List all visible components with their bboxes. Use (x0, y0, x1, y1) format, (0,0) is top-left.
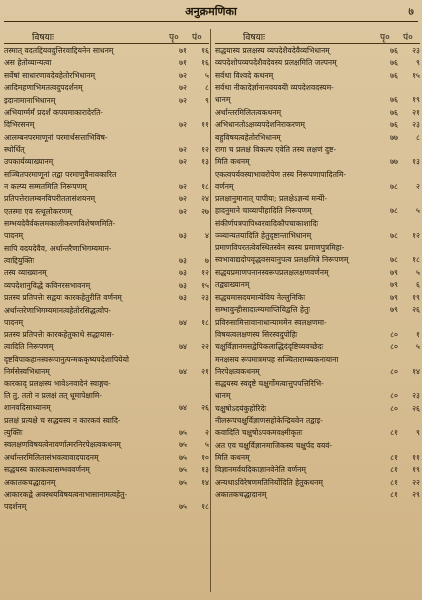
entry-page-number: ७६ (390, 58, 398, 67)
index-entry (4, 132, 209, 156)
entry-page-number: ८१ (390, 465, 398, 474)
entry-line-number: १ (416, 329, 420, 339)
page-heading: पृ० (380, 33, 390, 43)
index-entry (4, 378, 209, 414)
entry-page-number: ७९ (390, 280, 398, 289)
index-entry (4, 354, 209, 378)
entry-page-number: ७२ (179, 120, 187, 129)
index-entry (4, 477, 209, 489)
entry-page-number: ८१ (390, 490, 398, 499)
entry-text: सद्धयप्रमाणपनानस्वरूपप्रलक्षलक्षणवर्णनम् (215, 267, 329, 277)
index-entry (215, 45, 420, 57)
left-entry-list (4, 45, 209, 514)
entry-page-number: ७९ (390, 305, 398, 314)
entry-page-number: ७१ (179, 45, 187, 55)
index-entry (215, 489, 420, 501)
index-entry (4, 415, 209, 439)
entry-line-number: ९ (416, 58, 420, 67)
index-entry (4, 70, 209, 82)
entry-page-number: ७२ (179, 206, 187, 216)
entry-page-number: ७२ (179, 144, 187, 154)
index-entry (215, 477, 420, 489)
entry-line-number: १९ (412, 465, 420, 474)
entry-text: पदर्शनम् (4, 502, 27, 511)
index-entry (4, 292, 209, 304)
index-entry (215, 403, 420, 415)
entry-page-number: ७३ (179, 280, 187, 290)
entry-text: एतस्मा एव स्त्थूलोकरणम् (4, 206, 72, 216)
line-heading: पं० (403, 33, 413, 43)
entry-text: वर्णनम् (215, 181, 234, 191)
entry-page-number: ७२ (179, 83, 187, 92)
entry-text: व्यपदेशोपव्यपदेशैवदेवस्य प्रलक्षमिति जल्पनम् (215, 58, 337, 67)
page-heading: पृ० (169, 33, 179, 43)
entry-line-number: ८ (205, 83, 209, 92)
entry-line-number: २६ (201, 403, 209, 412)
entry-page-number: ७५ (179, 465, 187, 474)
entry-text: आदिमहणाभिमतत्वदुपदर्शनम् (4, 83, 83, 92)
right-column (215, 29, 420, 501)
entry-text: अभियार्ग्मर्मं प्रदर्शं कपयमाकारादेरति- (4, 108, 103, 117)
entry-text: नीलरूपचक्षुर्विज्ञाणसहोकेन्द्रियवेन तद्वाइ- (215, 416, 323, 425)
index-entry (215, 242, 420, 266)
entry-text: अर्थान्तरमिलितत्वकथनम् (215, 107, 282, 117)
index-entry (4, 439, 209, 451)
entry-text: प्रतिपत्तेरालम्बनविपरीततासंशयनम् (4, 194, 96, 203)
entry-page-number: ८० (390, 403, 398, 413)
entry-text: दिभिरसनम् (4, 120, 35, 129)
entry-page-number: ७९ (390, 292, 398, 302)
entry-line-number: ६ (416, 280, 420, 289)
entry-text: सञ्चितपरमाणूनां तद्वा परमाणुवैनावकारित (4, 169, 117, 179)
entry-line-number: १० (201, 452, 209, 462)
entry-page-number: ७६ (390, 120, 398, 129)
entry-text: अत एव चक्षुर्विज्ञानमाजिकस्य चक्षुर्पद वयवं- (215, 440, 333, 450)
entry-line-number: २१ (201, 366, 209, 376)
entry-text: सद्धयास्य प्रलक्षस्य व्यपदेशैवदेवैव्यभिधानम् (215, 45, 330, 55)
page-header (0, 4, 422, 20)
page-title: अनुक्रमणिका (185, 5, 237, 18)
entry-page-number: ७८ (390, 230, 398, 240)
entry-page-number: ७२ (179, 70, 187, 80)
entry-text: सापि वदयदेवैव, अर्थान्तरैणाभिगम्यमान- (4, 243, 112, 253)
entry-line-number: १३ (201, 465, 209, 474)
entry-page-number: ७८ (390, 255, 398, 264)
entry-page-number: ७१ (179, 58, 187, 67)
entry-text: आलम्बनपरमाणूनां परमार्थसत्ताभिविष- (4, 132, 108, 142)
index-entry (4, 243, 209, 267)
entry-line-number: २३ (201, 293, 209, 302)
subject-heading: विषयाः (32, 33, 54, 43)
entry-line-number: १३ (412, 157, 420, 166)
index-entry (215, 218, 420, 242)
entry-page-number: ८१ (390, 428, 398, 437)
entry-line-number: २ (205, 427, 209, 437)
entry-text: स्थोर्धित् (4, 144, 25, 154)
entry-page-number: ७३ (179, 293, 187, 302)
entry-line-number: १२ (201, 144, 209, 154)
index-entry (4, 156, 209, 168)
entry-text: ञ्ञ्यान्यतयादिति हेतुदृष्टान्ताभिधानम् (215, 230, 312, 240)
entry-text: हादनुमाने चाव्यापीहादिति निरूपणम् (215, 206, 312, 215)
entry-line-number: २४ (201, 194, 209, 203)
entry-text: प्रतस्य प्रतिपत्तेः सद्वयः कारकहेतुरीति वर्णनम् (4, 293, 122, 302)
entry-page-number: ७६ (390, 95, 398, 104)
entry-text: अकातकचद्धादानम् (215, 490, 267, 499)
entry-page-number: ८१ (390, 477, 398, 487)
entry-text: प्रतस्य प्रतिपत्तेः कारकहेतुकाथे सद्धायास- (4, 330, 114, 339)
entry-page-number: ८१ (390, 452, 398, 462)
entry-text: अर्थान्तरमिलितासंभवत्वावादपादनम् (4, 452, 99, 462)
entry-page-number: ८० (390, 342, 398, 351)
entry-text: निर्मसेस्वभिधानम् (4, 366, 50, 376)
entry-page-number: ७३ (179, 255, 187, 265)
entry-page-number: ७६ (390, 70, 398, 80)
entry-page-number: ७३ (179, 231, 187, 240)
index-entry (4, 57, 209, 69)
right-column-heading (215, 29, 420, 44)
entry-text: पादनम् (4, 317, 24, 327)
index-entry (4, 452, 209, 464)
entry-line-number: २१ (412, 107, 420, 117)
entry-line-number: १८ (201, 317, 209, 327)
entry-text: निरपेक्षत्वकथनम् (215, 366, 260, 376)
entry-page-number: ८० (390, 329, 398, 339)
index-entry (215, 107, 420, 119)
index-entry (4, 305, 209, 329)
entry-line-number: १८ (201, 502, 209, 511)
entry-line-number: २ (416, 181, 420, 191)
entry-line-number: १३ (201, 157, 209, 166)
entry-line-number: ४ (205, 231, 209, 240)
entry-line-number: १५ (201, 280, 209, 290)
index-entry (4, 267, 209, 279)
entry-text: स्वभावाद्यदोपवृद्धवसयानुपत्व प्रलक्षमित्रे निरूपणम् (215, 255, 349, 264)
entry-line-number: २७ (201, 206, 209, 216)
entry-line-number: २३ (412, 120, 420, 129)
entry-text: न कल्प्य सम्मतमिति निरूपणम् (4, 181, 87, 191)
entry-page-number: ७५ (179, 440, 187, 449)
entry-text: आकारकद्वे अवस्थयविषयत्वनाभासानामत्वहेतु- (4, 490, 128, 499)
index-entry (215, 193, 420, 217)
entry-page-number: ७६ (390, 107, 398, 117)
index-entry (215, 57, 420, 69)
entry-line-number: १२ (412, 230, 420, 240)
column-divider (210, 29, 211, 592)
index-entry (215, 132, 420, 144)
entry-text: सद्धयमासदयमान्येविय नेल्लुनिकिः (215, 292, 306, 302)
entry-text: अर्थान्तरेणाभिगम्यमानत्वहेतोरसिद्धत्वोप- (4, 305, 111, 315)
entry-page-number: ७२ (179, 157, 187, 166)
index-entry (215, 354, 420, 378)
entry-page-number: ७७ (390, 132, 398, 142)
entry-text: व्यपदेशानुविद्धे कविनरसभावनम् (4, 280, 91, 290)
entry-line-number: २६ (412, 403, 420, 413)
entry-line-number: १९ (412, 95, 420, 104)
index-entry (215, 119, 420, 131)
entry-text: पादनम् (4, 231, 24, 240)
entry-text: धानम् (215, 391, 231, 400)
entry-text: उपकार्यव्याख्यानम् (4, 157, 54, 166)
left-column (4, 29, 209, 513)
entry-text: सर्वेषां साधारणावदेवहेतोरभिधानम् (4, 70, 96, 80)
entry-text: सम्भावुन्हीसादात्म्यमाप्तियिद्वत्ति हेतुः (215, 305, 310, 314)
page-number: ७ (408, 5, 414, 18)
entry-text: प्रलक्षं प्रत्यक्षे च सद्धयस्य न कारकवं स्वादि- (4, 415, 121, 425)
entry-text: त्वादिति निरूपणम् (4, 342, 54, 351)
entry-line-number: २६ (412, 305, 420, 314)
entry-page-number: ७५ (179, 477, 187, 487)
entry-line-number: १५ (412, 70, 420, 80)
entry-text: प्रमाणविपरतत्वेवस्थितस्वेन स्वस्य प्रमाणपुत्रमिहा- (215, 243, 345, 252)
entry-text: विषयत्वलक्षणस्य सिरस्वदुपोहिः (215, 329, 298, 339)
index-entry (215, 341, 420, 353)
line-heading: पं० (192, 33, 202, 43)
index-entry (4, 82, 209, 94)
entry-page-number: ७२ (179, 194, 187, 203)
entry-page-number: ७४ (179, 342, 187, 351)
index-entry (215, 440, 420, 464)
entry-line-number: ५ (416, 206, 420, 215)
index-entry (4, 95, 209, 107)
entry-text: तस्य व्याख्यानम् (4, 268, 47, 277)
entry-text: एकत्वपर्यवस्याभावरोपेण तस्य निरूपणापादितमि- (215, 169, 346, 179)
entry-line-number: १६ (201, 45, 209, 55)
entry-text: स्वलक्षणविषयत्वेनावर्णात्मरनिरपेक्षत्वकथनम् (4, 440, 121, 449)
index-entry (4, 280, 209, 292)
right-entry-list (215, 45, 420, 502)
entry-page-number: ७९ (390, 267, 398, 277)
entry-text: सम्भयदेवैर्वकलमकालीकरणविशेषणमिति- (4, 219, 116, 228)
entry-page-number: ७४ (179, 403, 187, 412)
entry-text: सर्वथा विश्वदे कथनम् (215, 70, 274, 80)
entry-page-number: ७३ (179, 268, 187, 277)
index-entry (215, 317, 420, 341)
entry-text: प्रलक्षानुमानात् पापीयः; प्रलक्षेऽज्ञन्यं मन्येो- (215, 194, 328, 203)
entry-text: चक्षुर्विज्ञानमसद्वेपिकलाद्धिदंदृष्टिव्यवच्छेदः (215, 342, 324, 351)
entry-text: सर्वथा नीकादेर्ज्ञानानवयवयेो व्यपदेशवदस्यम- (215, 83, 334, 92)
entry-text: मनक्षसय रूपमात्रमपह सञ्चिताराम्ब्यकनायाना (215, 354, 339, 364)
entry-text: सद्धयस्य कारकत्वासम्भववर्णनम् (4, 465, 90, 474)
entry-line-number: १९ (412, 292, 420, 302)
entry-text: दृष्टविपाकहानस्वरूपानुत्पन्मककृष्यपदेशापियेयो (4, 354, 129, 364)
index-entry (4, 206, 209, 218)
entry-page-number: ७२ (179, 181, 187, 191)
subject-heading: विषयाः (243, 33, 265, 43)
entry-page-number: ७८ (390, 206, 398, 215)
index-entry (215, 144, 420, 168)
entry-line-number: ११ (201, 120, 209, 129)
index-entry (215, 82, 420, 106)
entry-line-number: २३ (412, 45, 420, 55)
entry-line-number: ७ (205, 255, 209, 265)
entry-text: अकातकचद्धादानम् (4, 477, 56, 487)
entry-page-number: ७६ (390, 45, 398, 55)
index-entry (4, 169, 209, 193)
entry-line-number: ५ (205, 70, 209, 80)
entry-text: अभिधानतोऽक्षव्यपदेशनिराकरणम् (215, 120, 305, 129)
index-entry (215, 292, 420, 304)
entry-text: तस्मात् वदतद्दियवदुत्तिरवाद्दियनेन साधनम् (4, 45, 114, 55)
entry-text: विज्ञानमर्वयदिकाज्ञानवेनेति वर्णनम् (215, 465, 306, 474)
entry-line-number: १२ (201, 268, 209, 277)
header-rule (4, 21, 418, 22)
entry-page-number: ७४ (179, 317, 187, 327)
entry-text: ति तु, ततो न प्रलक्षं तत् धूमापेक्षामि- (4, 391, 102, 400)
entry-page-number: ७४ (179, 366, 187, 376)
entry-page-number: ८० (390, 391, 398, 400)
entry-line-number: २९ (412, 490, 420, 499)
index-entry (215, 464, 420, 476)
index-entry (215, 279, 420, 291)
entry-line-number: २३ (412, 391, 420, 400)
entry-line-number: २२ (412, 477, 420, 487)
entry-text: शानवदिसाध्यानम् (4, 403, 51, 412)
entry-text: अस हेतोव्यान्यत्वा (4, 58, 52, 67)
entry-line-number: ५ (416, 267, 420, 277)
entry-text: मिति कथनम् (215, 452, 250, 462)
index-entry (215, 169, 420, 193)
entry-line-number: १४ (201, 477, 209, 487)
index-entry (4, 218, 209, 242)
left-column-heading (4, 29, 209, 44)
entry-text: बहुविषयत्वहेतोरभिधानम् (215, 132, 281, 142)
entry-text: प्रविरुसामित्तावानाधान्याममेन स्वलक्षणमा- (215, 317, 327, 327)
index-entry (4, 464, 209, 476)
entry-line-number: १८ (201, 181, 209, 191)
entry-line-number: १४ (412, 366, 420, 376)
index-entry (4, 45, 209, 57)
entry-line-number: ९ (205, 95, 209, 105)
entry-text: चक्षुषोऽदयंकुहोरिदेः (215, 403, 267, 413)
entry-line-number: ५ (416, 342, 420, 351)
entry-line-number: ९ (416, 428, 420, 437)
index-entry (4, 329, 209, 353)
entry-line-number: ८ (416, 132, 420, 142)
entry-page-number: ७७ (390, 157, 398, 166)
entry-page-number: ७५ (179, 427, 187, 437)
entry-line-number: ११ (412, 452, 420, 462)
entry-text: संकीर्णपत्रपापिध्वरवादिकौपचाकाशादिः (215, 218, 319, 228)
entry-line-number: १८ (412, 255, 420, 264)
entry-text: कारकाद् प्रलक्षस्य भावेऽनवादेनं स्वाङ्गव- (4, 379, 111, 388)
entry-text: कवादिति चक्षुषोऽपकमवक्ष्मीकृतः (215, 428, 303, 437)
index-entry (215, 70, 420, 82)
index-entry (4, 107, 209, 131)
entry-text: अन्यथाऽविरेषणमतिनिर्योदिति हेतुकथनम् (215, 477, 323, 487)
entry-page-number: ७८ (390, 181, 398, 191)
entry-text: सद्धयस्य स्वदृष्टे चक्षुर्गोमत्वात्तुपपत्तिरिभि- (215, 379, 324, 388)
entry-line-number: २२ (201, 342, 209, 351)
entry-page-number: ७५ (179, 452, 187, 462)
entry-text: त्युक्तिः (4, 427, 23, 437)
entry-text: त्वाद्दियुक्तिः (4, 255, 35, 265)
entry-text: धानम् (215, 95, 231, 104)
index-entry (215, 304, 420, 316)
entry-page-number: ७२ (179, 95, 187, 105)
entry-text: मिति कथनम् (215, 157, 250, 166)
index-entry (215, 415, 420, 439)
index-entry (215, 378, 420, 402)
entry-page-number: ७५ (179, 502, 187, 511)
entry-page-number: ८० (390, 366, 398, 376)
entry-text: रागा च प्रलक्षं विकल्प एवेति तस्य लक्षणं दुष्ट- (215, 145, 337, 154)
entry-text: तद्व्याख्यानम् (215, 280, 250, 289)
index-entry (4, 489, 209, 513)
index-entry (4, 193, 209, 205)
entry-text: इदानामानाभिधानम् (4, 95, 56, 105)
entry-line-number: ५ (205, 440, 209, 449)
entry-line-number: १६ (201, 58, 209, 67)
index-entry (215, 267, 420, 279)
